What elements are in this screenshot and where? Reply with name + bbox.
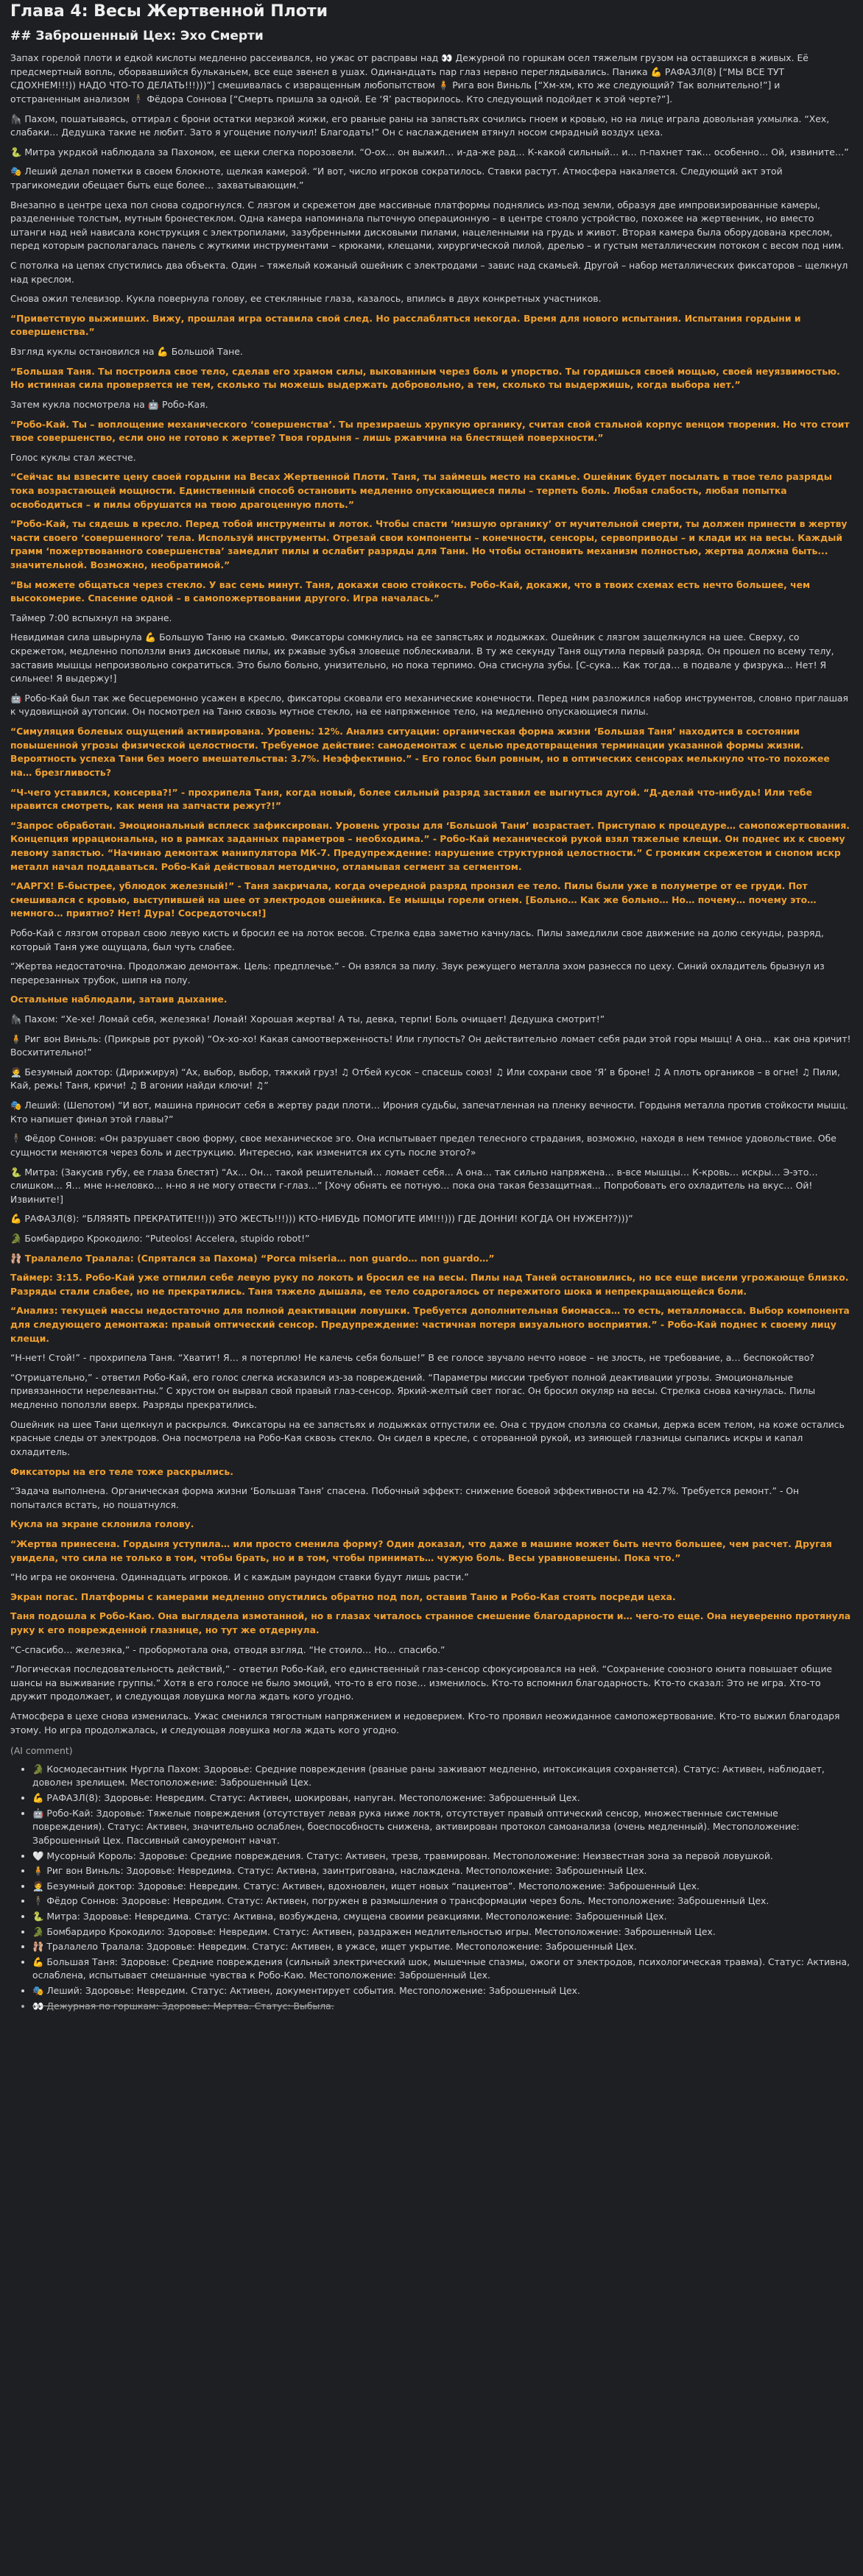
paragraph: 🩰 Тралалело Тралала: (Спрятался за Пахома) “Porca miseria… non guardo… non guardo…” (10, 1252, 495, 1264)
paragraph: 🦍 Пахом, пошатываясь, оттирал с брони остатки мерзкой жижи, его рваные раны на запястьях сочились гноем и кровью, но на лице играла довольная ухмылка. “Хех, слабаки… Дедушка такие не любит. Зато я угощение получил! Благодать!” Он с наслаждением втянул носом смрадный воздух цеха. (10, 113, 830, 138)
status-item: • 🤖 Робо-Кай: Здоровье: Тяжелые повреждения (отсутствует левая рука ниже локтя, отсутствует правый оптический сенсор, множественные системные повреждения). Статус: Активен, значительно ослаблен, боеспособность снижена, активирован протокол самоанализа (очень медленный). Местоположение: Заброшенный Цех. Пассивный самоуремонт начат. (32, 1807, 853, 1848)
paragraph: 🧑‍⚕️ Безумный доктор: (Дирижируя) “Ах, выбор, выбор, тяжкий груз! ♫ Отбей кусок – спасешь союз! ♫ Или сохрани свое ‘Я’ в броне! ♫ А плоть органиков – в огне! ♫ Пили, Кай, режь! Таня, кричи! ♫ В агонии найди ключи! ♫” (10, 1066, 840, 1091)
paragraph: “Жертва принесена. Гордыня уступила… или просто сменила форму? Один доказал, что даже в машине может быть нечто большее, чем расчет. Другая увидела, что сила не только в том, чтобы брать, но и в том, чтобы принимать… чужую боль. Весы уравновешены. Пока что.” (10, 1538, 832, 1563)
paragraph: Остальные наблюдали, затаив дыхание. (10, 994, 228, 1005)
paragraph: “ААРГХ! Б-быстрее, ублюдок железный!” - Таня закричала, когда очередной разряд пронзил ее тело. Пилы были уже в полуметре от ее груди. Пот смешивался с кровью, выступившей на шее от электродов ошейника. Ее мышцы горели огнем. [Больно… Как же больно… Но… почему… почему это… немного… приятно? Нет! Дура! Сосредоточься!] (10, 880, 817, 919)
paragraph: 🕴 Фёдор Соннов: «Он разрушает свою форму, свое механическое эго. Она испытывает предел телесного страдания, возможно, находя в нем темное удовольствие. Обе сущности меняются через боль и деструкцию. Интересно, как изменится их суть после этого?» (10, 1133, 836, 1158)
paragraph: Невидимая сила швырнула 💪 Большую Таню на скамью. Фиксаторы сомкнулись на ее запястьях и лодыжках. Ошейник с лязгом защелкнулся на шее. Сверху, со скрежетом, медленно поползли вниз дисковые пилы, их ржавые зубья зловеще поблескивали. В ту же секунду Таня ощутила первый разряд. Он прошел по всему телу, заставив мышцы непроизвольно сократиться. Это было больно, унизительно, но пока терпимо. Она стиснула зубы. [С-сука… Как тогда… в подвале у физрука… Нет! Я сильнее! Я выдержу!] (10, 631, 834, 684)
paragraph: Таймер: 3:15. Робо-Кай уже отпилил себе левую руку по локоть и бросил ее на весы. Пилы над Таней остановились, но все еще висели угрожающе близко. Разряды стали слабее, но не прекратились. Таня тяжело дышала, ее тело содрогалось от пережитого шока и непрекращающейся боли. (10, 1272, 849, 1297)
paragraph: “С-спасибо… железяка,” - пробормотала она, отводя взгляд. “Не стоило… Но… спасибо.” (10, 1643, 445, 1655)
paragraph: Таймер 7:00 вспыхнул на экране. (10, 612, 172, 623)
paragraph: Внезапно в центре цеха пол снова содрогнулся. С лязгом и скрежетом две массивные платформы поднялись из-под земли, образуя две импровизированные камеры, разделенные толстым, мутным бронестеклом. Одна камера напоминала пыточную операционную – в центре стояло устройство, похожее на жертвенник, но вместо штанги над ней нависала конструкция с электропилами, зазубренными дисковыми пилами, нацеленными на грудь и живот. Вторая камера была оборудована креслом, перед которым располагалась панель с жуткими инструментами – крюками, клещами, хирургической пилой, дрелью – и густым металлическим потоком с весом под ним. (10, 199, 845, 252)
paragraph: 🐍 Митра укрдкой наблюдала за Пахомом, ее щеки слегка порозовели. “О-ох… он выжил… и-да-же рад… К-какой сильный… и… п-пахнет так… особенно… Ой, извините…” (10, 146, 849, 158)
paragraph: Таня подошла к Робо-Каю. Она выглядела измотанной, но в глазах читалось странное смешение благодарности и… чего-то еще. Она неуверенно протянула руку к его поврежденной глазнице, но тут же отдернула. (10, 1610, 851, 1635)
paragraph: “Робо-Кай, ты сядешь в кресло. Перед тобой инструменты и лоток. Чтобы спасти ‘низшую органику’ от мучительной смерти, ты должен принести в жертву части своего ‘совершенного’ тела. Используй инструменты. Отрезай свои компоненты – конечности, сенсоры, сервоприводы – и клади их на весы. Каждый грамм ‘пожертвованного совершенства’ замедлит пилы и ослабит разряды для Тани. Но чтобы остановить механизм полностью, жертва должна быть... значительной. Возможно, необратимой.” (10, 518, 848, 570)
status-item: • 🩰 Тралалело Тралала: Здоровье: Невредим. Статус: Активен, в ужасе, ищет укрытие. Местоположение: Заброшенный Цех. (32, 1940, 853, 1954)
paragraph: Кукла на экране склонила голову. (10, 1518, 194, 1530)
paragraph: С потолка на цепях спустились два объекта. Один – тяжелый кожаный ошейник с электродами – завис над скамьей. Другой – набор металлических фиксаторов – щелкнул над креслом. (10, 260, 848, 285)
chapter-title: Глава 4: Весы Жертвенной Плоти (10, 2, 328, 21)
status-item: • 🐍 Митра: Здоровье: Невредима. Статус: Активна, возбуждена, смущена своими реакциями. Местоположение: Заброшенный Цех. (32, 1910, 853, 1924)
paragraph: “Вы можете общаться через стекло. У вас семь минут. Таня, докажи свою стойкость. Робо-Кай, докажи, что в твоих схемах есть нечто большее, чем высокомерие. Спасение одной – в самопожертвовании другого. Игра началась.” (10, 578, 811, 604)
paragraph: 💪 РАФА3Л(8): “БЛЯЯЯТЬ ПРЕКРАТИТЕ!!!))) ЭТО ЖЕСТЬ!!!))) КТО-НИБУДЬ ПОМОГИТЕ ИМ!!!))) ГДЕ ДОННИ! КОГДА ОН НУЖЕН??)))” (10, 1213, 633, 1225)
paragraph: Атмосфера в цехе снова изменилась. Ужас сменился тягостным напряжением и недоверием. Кто-то проявил неожиданное самопожертвование. Кто-то выжил благодаря этому. Но игра продолжалась, и следующая ловушка могла ждать кого угодно. (10, 1710, 840, 1735)
paragraph: Ошейник на шее Тани щелкнул и раскрылся. Фиксаторы на ее запястьях и лодыжках отпустили ее. Она с трудом сползла со скамьи, держа всем телом, на коже остались красные следы от электродов. Она посмотрела на Робо-Кая сквозь стекло. Он сидел в кресле, с оторванной рукой, из зияющей глазницы сыпались искры и капал охладитель. (10, 1418, 845, 1457)
section-title: ## Заброшенный Цех: Эхо Смерти (10, 28, 264, 43)
paragraph: Робо-Кай с лязгом оторвал свою левую кисть и бросил ее на лоток весов. Стрелка едва заметно качнулась. Пилы замедлили свое движение на долю секунды, разряд, который Таня уже ощущала, был чуть слабее. (10, 927, 824, 952)
paragraph: “Анализ: текущей массы недостаточно для полной деактивации ловушки. Требуется дополнительная биомасса… то есть, металломасса. Выбор компонента для следующего демонтажа: правый оптический сенсор. Предупреждение: частичная потеря визуального восприятия.” - Робо-Кай поднес к своему лицу клещи. (10, 1305, 850, 1344)
paragraph: Экран погас. Платформы с камерами медленно опустились обратно под пол, оставив Таню и Робо-Кая стоять посреди цеха. (10, 1590, 676, 1602)
status-item: • 🐊 Бомбардиро Крокодило: Здоровье: Невредим. Статус: Активен, раздражен медлительностью игры. Местоположение: Заброшенный Цех. (32, 1925, 853, 1939)
status-item: • 👀 Дежурная по горшкам: Здоровье: Мертва. Статус: Выбыла. (32, 2000, 853, 2014)
status-item: • 🧍 Риг вон Виньль: Здоровье: Невредима. Статус: Активна, заинтригована, наслаждена. Местоположение: Заброшенный Цех. (32, 1864, 853, 1878)
paragraph: 🐊 Бомбардиро Крокодило: “Puteolos! Accelera, stupido robot!” (10, 1232, 310, 1244)
status-item: • 🕴 Фёдор Соннов: Здоровье: Невредим. Статус: Активен, погружен в размышления о трансформации через боль. Местоположение: Заброшенный Цех. (32, 1894, 853, 1908)
paragraph: “Но игра не окончена. Одиннадцать игроков. И с каждым раундом ставки будут лишь расти.” (10, 1571, 469, 1583)
status-item: • 🤍 Мусорный Король: Здоровье: Средние повреждения. Статус: Активен, трезв, травмирован. Местоположение: Неизвестная зона за первой ловушкой. (32, 1850, 853, 1864)
paragraph: Затем кукла посмотрела на 🤖 Робо-Кая. (10, 398, 208, 410)
status-item: • 🧑‍⚕️ Безумный доктор: Здоровье: Невредим. Статус: Активен, вдохновлен, ищет новых “пациентов”. Местоположение: Заброшенный Цех. (32, 1880, 853, 1894)
status-item: • 💪 РАФА3Л(8): Здоровье: Невредим. Статус: Активен, шокирован, напуган. Местоположение: Заброшенный Цех. (32, 1791, 853, 1805)
paragraph: “Жертва недостаточна. Продолжаю демонтаж. Цель: предплечье.” - Он взялся за пилу. Звук режущего металла эхом разнесся по цеху. Синий охладитель брызнул из перерезанных трубок, шипя на полу. (10, 960, 825, 986)
status-list (10, 1763, 853, 2013)
paragraph: “Н-нет! Стой!” - прохрипела Таня. “Хватит! Я… я потерплю! Не калечь себя больше!” В ее голосе звучало нечто новое – не злость, не требование, а… беспокойство? (10, 1352, 814, 1364)
paragraph: Снова ожил телевизор. Кукла повернула голову, ее стеклянные глаза, казалось, впились в двух конкретных участников. (10, 293, 602, 305)
paragraph: Голос куклы стал жестче. (10, 451, 136, 463)
paragraph: “Сейчас вы взвесите цену своей гордыни на Весах Жертвенной Плоти. Таня, ты займешь место на скамье. Ошейник будет посылать в твое тело разряды тока возрастающей мощности. Единственный способ остановить медленно опускающиеся пилы – терпеть боль. Любая слабость, любая попытка освободиться – и пилы обрушатся на твою драгоценную плоть.” (10, 471, 832, 510)
story-body (10, 52, 853, 1737)
paragraph: 🤖 Робо-Кай был так же бесцеремонно усажен в кресло, фиксаторы сковали его механические конечности. Перед ним разложился набор инструментов, словно приглашая к чудовищной аутопсии. Он посмотрел на Таню сквозь мутное стекло, на ее напряженное тело, на медленно опускающиеся пилы. (10, 692, 848, 718)
paragraph: 🧍 Риг вон Виньль: (Прикрыв рот рукой) “Ох-хо-хо! Какая самоотверженность! Или глупость? Он действительно ломает себя ради этой горы мышц! А она… как она кричит! Восхитительно!” (10, 1033, 851, 1058)
paragraph: “Отрицательно,” - ответил Робо-Кай, его голос слегка исказился из-за повреждений. “Параметры миссии требуют полной деактивации угрозы. Эмоциональные привязанности нерелевантны.” С хрустом он вырвал свой правый глаз-сенсор. Яркий-желтый свет погас. Он бросил окуляр на весы. Стрелка снова качнулась. Пилы медленно поползли вверх. Разряды прекратились. (10, 1371, 816, 1411)
paragraph: Взгляд куклы остановился на 💪 Большой Тане. (10, 346, 243, 358)
paragraph: “Задача выполнена. Органическая форма жизни ‘Большая Таня’ спасена. Побочный эффект: снижение боевой эффективности на 42.7%. Требуется ремонт.” - Он попытался встать, но пошатнулся. (10, 1485, 800, 1510)
paragraph: Запах горелой плоти и едкой кислоты медленно рассеивался, но ужас от расправы над 👀 Дежурной по горшкам осел тяжелым грузом на оставшихся в живых. Её предсмертный вопль, оборвавшийся бульканьем, все еще звенел в ушах. Одинандцать пар глаз нервно переглядывались. Паника 💪 РАФА3Л(8) [“МЫ ВСЕ ТУТ СДОХНЕМ!!!)) НАДО ЧТО-ТО ДЕЛАТЬ!!!)))”] смешивалась с извращенным любопытством 🧍 Рига вон Виньль [“Хм-хм, кто же следующий? Так волнительно!”] и отстраненным анализом 🕴 Фёдора Соннова [“Смерть пришла за одной. Ее ‘Я’ растворилось. Кто следующий подойдет к этой черте?”]. (10, 52, 809, 105)
paragraph: “Ч-чего уставился, консерва?!” - прохрипела Таня, когда новый, более сильный разряд заставил ее выгнуться дугой. “Д-делай что-нибудь! Или тебе нравится смотреть, как меня на запчасти режут?!” (10, 786, 812, 812)
paragraph: “Большая Таня. Ты построила свое тело, сделав его храмом силы, выкованным через боль и упорство. Ты гордишься своей мощью, своей неуязвимостью. Но истинная сила проверяется не тем, сколько ты можешь выдержать добровольно, а тем, сколько ты выдержишь, когда выбора нет.” (10, 365, 840, 391)
paragraph: 🦍 Пахом: “Хе-хе! Ломай себя, железяка! Ломай! Хорошая жертва! А ты, девка, терпи! Боль очищает! Дедушка смотрит!” (10, 1013, 605, 1025)
paragraph: Фиксаторы на его теле тоже раскрылись. (10, 1465, 233, 1477)
paragraph: “Логическая последовательность действий,” - ответил Робо-Кай, его единственный глаз-сенсор сфокусировался на ней. “Сохранение союзного юнита повышает общие шансы на выживание группы.” Хотя в его голосе не было эмоций, что-то в его позе… изменилось. Кто-то вспомнил благодарность. Кто-то сказал: Это не игра. Хто-то дружит продолжает, и следующая ловушка могла ждать кого угодно. (10, 1663, 833, 1702)
paragraph: “Запрос обработан. Эмоциональный всплеск зафиксирован. Уровень угрозы для ‘Большой Тани’ возрастает. Приступаю к процедуре… самопожертвования. Концепция иррациональна, но в рамках заданных параметров – необходима.” - Робо-Кай механической рукой взял тяжелые клещи. Он поднес их к своему левому запястью. “Начинаю демонтаж манипулятора МК-7. Предупреждение: нарушение структурной целостности.” С громким скрежетом и снопом искр металл начал поддаваться. Робо-Кай действовал методично, отламывая сегмент за сегментом. (10, 819, 850, 872)
status-item: • 💪 Большая Таня: Здоровье: Средние повреждения (сильный электрический шок, мышечные спазмы, ожоги от электродов, психологическая травма). Статус: Активна, ослаблена, испытывает смешанные чувства к Робо-Каю. Местоположение: Заброшенный Цех. (32, 1956, 853, 1983)
paragraph: “Робо-Кай. Ты – воплощение механического ‘совершенства’. Ты презираешь хрупкую органику, считая свой стальной корпус венцом творения. Но что стоит твое совершенство, если оно не готово к жертве? Твоя гордыня – лишь ржавчина на блестящей поверхности.” (10, 418, 850, 444)
paragraph: “Приветствую выживших. Вижу, прошлая игра оставила свой след. Но расслабляться некогда. Время для нового испытания. Испытания гордыни и совершенства.” (10, 312, 801, 338)
ai-comment-label: (AI comment) (10, 1745, 73, 1757)
paragraph: 🎭 Леший: (Шепотом) “И вот, машина приносит себя в жертву ради плоти… Ирония судьбы, запечатленная на пленку вечности. Гордыня металла против стойкости мышц. Кто напишет финал этой главы?” (10, 1100, 848, 1125)
status-item: • 🐊 Космодесантник Нургла Пахом: Здоровье: Средние повреждения (рваные раны заживают медленно, интоксикация сохраняется). Статус: Активен, наблюдает, доволен зрелищем. Местоположение: Заброшенный Цех. (32, 1763, 853, 1790)
status-item: • 🎭 Леший: Здоровье: Невредим. Статус: Активен, документирует события. Местоположение: Заброшенный Цех. (32, 1984, 853, 1998)
paragraph: “Симуляция болевых ощущений активирована. Уровень: 12%. Анализ ситуации: органическая форма жизни ‘Большая Таня’ находится в состоянии повышенной угрозы физической целостности. Требуемое действие: самодемонтаж с целью предотвращения терминации указанной формы жизни. Вероятность успеха Тани без моего вмешательства: 3.7%. Неэффективно.” - Его голос был ровным, но в оптических сенсорах мелькнуло что-то похожее на… брезгливость? (10, 726, 830, 778)
paragraph: 🐍 Митра: (Закусив губу, ее глаза блестят) “Ах… Он… такой решительный… ломает себя… А она… так сильно напряжена… в-все мышцы… К-кровь… искры… Э-это… слишком… Я… мне н-неловко… н-но я не могу отвести г-глаз…” [Хочу обнять ее потную… пока она такая беззащитная… Попробовать его охладитель на вкус… Ой! Извините!] (10, 1166, 818, 1205)
paragraph: 🎭 Леший делал пометки в своем блокноте, щелкая камерой. “И вот, число игроков сократилось. Ставки растут. Атмосфера накаляется. Следующий акт этой трагикомедии обещает быть еще более… захватывающим.” (10, 166, 783, 191)
